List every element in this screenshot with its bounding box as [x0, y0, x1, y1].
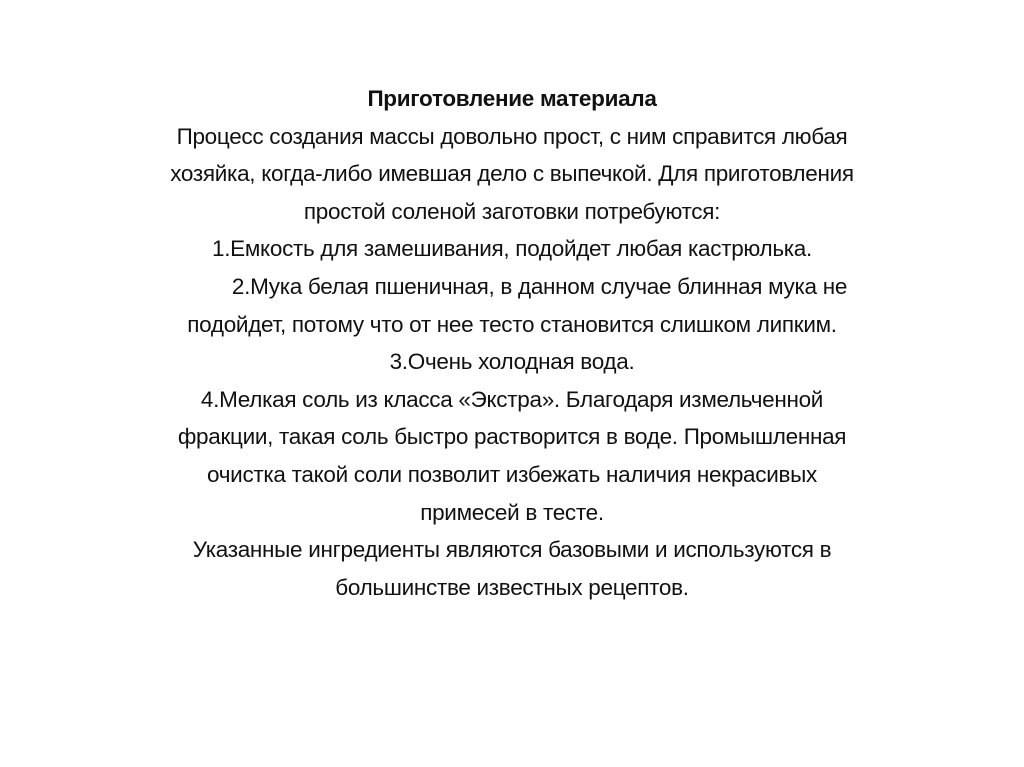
conclusion-line: большинстве известных рецептов. [335, 574, 689, 600]
list-item-1: 1.Емкость для замешивания, подойдет любая кастрюлька. [212, 236, 812, 262]
paragraph-line: простой соленой заготовки потребуются: [303, 198, 721, 224]
slide-title: Приготовление материала [367, 86, 657, 111]
list-item-2-continued: подойдет, потому что от нее тесто становится слишком липким. [187, 311, 837, 337]
list-item-4-continued: примесей в тесте. [420, 499, 604, 525]
list-item-4-continued: очистка такой соли позволит избежать наличия некрасивых [207, 461, 817, 487]
conclusion-line: Указанные ингредиенты являются базовыми и используются в [192, 537, 832, 563]
paragraph-line: хозяйка, когда-либо имевшая дело с выпечкой. Для приготовления [170, 161, 854, 187]
paragraph-line: Процесс создания массы довольно прост, с ним справится любая [176, 123, 848, 149]
list-item-3: 3.Очень холодная вода. [389, 349, 635, 375]
list-item-4-continued: фракции, такая соль быстро растворится в воде. Промышленная [177, 424, 847, 450]
list-item-4: 4.Мелкая соль из класса «Экстра». Благодаря измельченной [200, 386, 824, 412]
slide-text-block [40, 80, 984, 606]
list-item-2: 2.Мука белая пшеничная, в данном случае блинная мука не [231, 273, 848, 299]
